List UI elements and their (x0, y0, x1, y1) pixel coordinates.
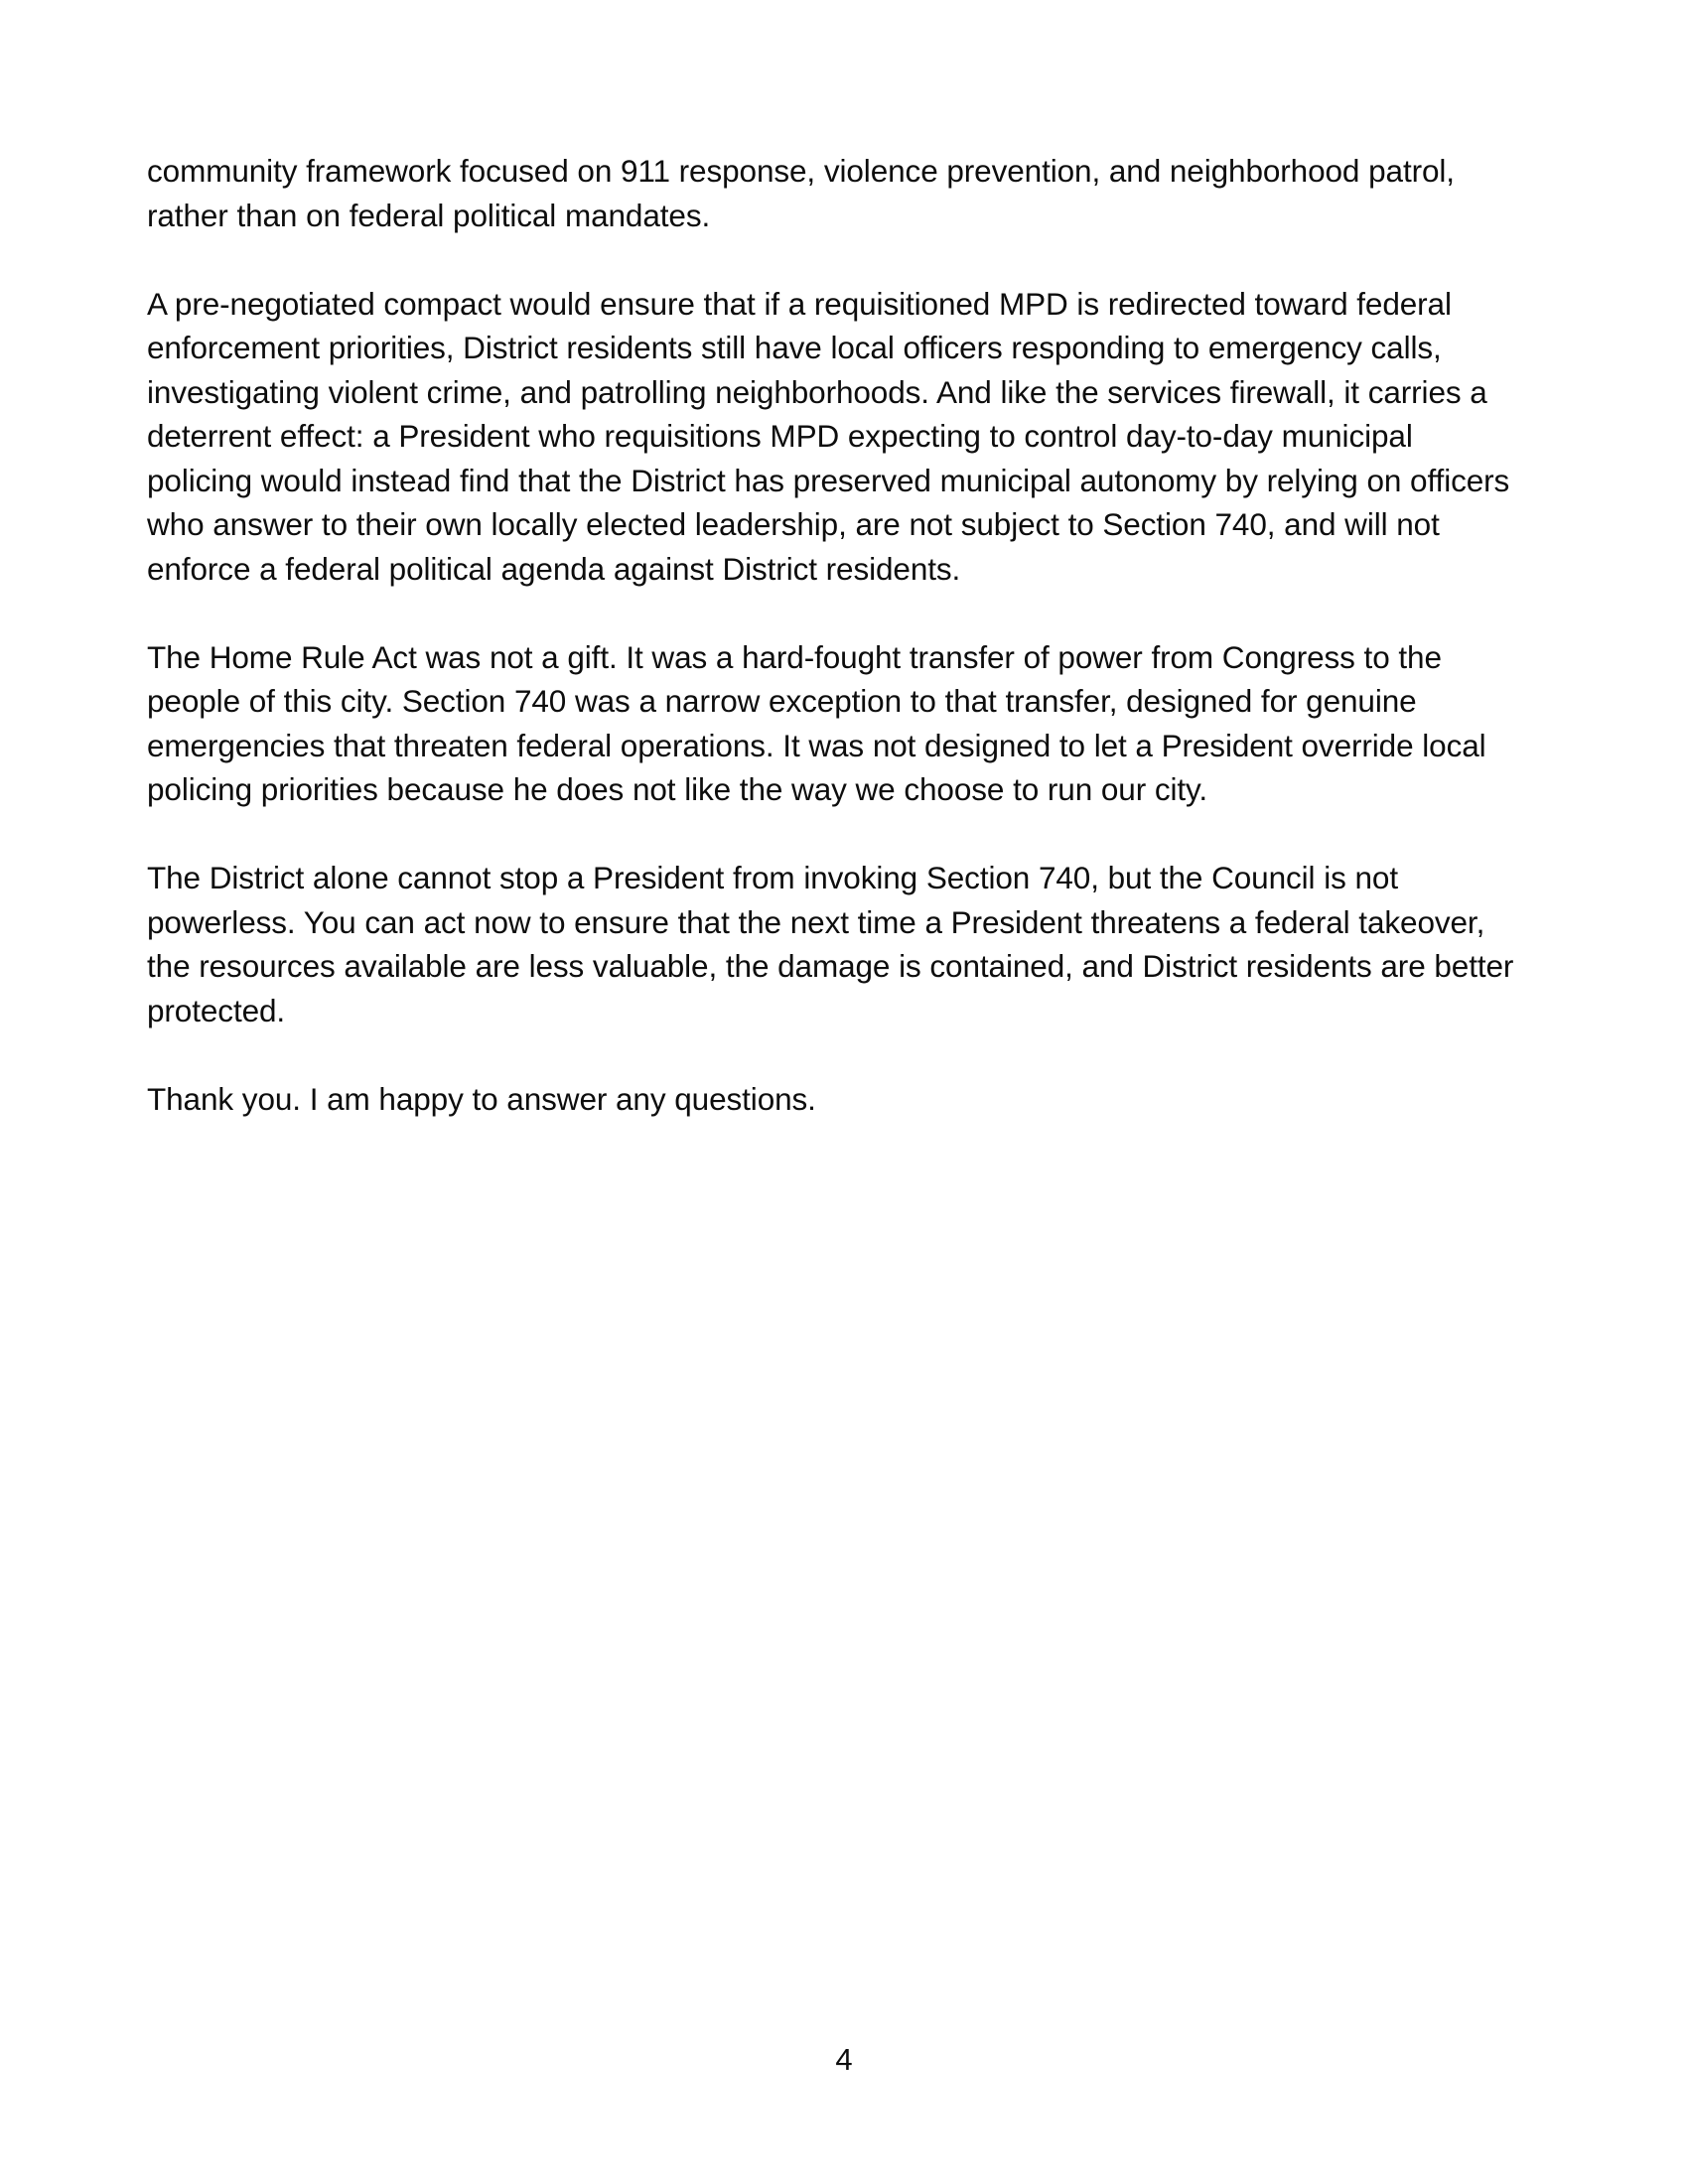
document-body (147, 149, 1523, 1121)
paragraph-home-rule-act: The Home Rule Act was not a gift. It was a hard-fought transfer of power from Congress to the people of this city. Section 740 was a narrow exception to that transfer, designed for genuine emergencies that threaten federal operations. It was not designed to let a President override local policing priorities because he does not like the way we choose to run our city. (147, 638, 1495, 807)
paragraph-pre-negotiated-compact: A pre-negotiated compact would ensure that if a requisitioned MPD is redirected toward federal enforcement priorities, District residents still have local officers responding to emergency calls, investigating violent crime, and patrolling neighborhoods. And like the services firewall, it carries a deterrent effect: a President who requisitions MPD expecting to control day-to-day municipal policing would instead find that the District has preserved municipal autonomy by relying on officers who answer to their own locally elected leadership, are not subject to Section 740, and will not enforce a federal political agenda against District residents. (147, 285, 1518, 587)
paragraph-council-not-powerless: The District alone cannot stop a President from invoking Section 740, but the Council is not powerless. You can act now to ensure that the next time a President threatens a federal takeover, the resources available are less valuable, the damage is contained, and District residents are better protected. (147, 860, 1523, 1028)
page-number: 4 (835, 2042, 853, 2077)
paragraph-closing-thanks: Thank you. I am happy to answer any questions. (147, 1080, 816, 1117)
paragraph-community-framework: community framework focused on 911 response, violence prevention, and neighborhood patrol, rather than on federal political mandates. (147, 153, 1464, 233)
